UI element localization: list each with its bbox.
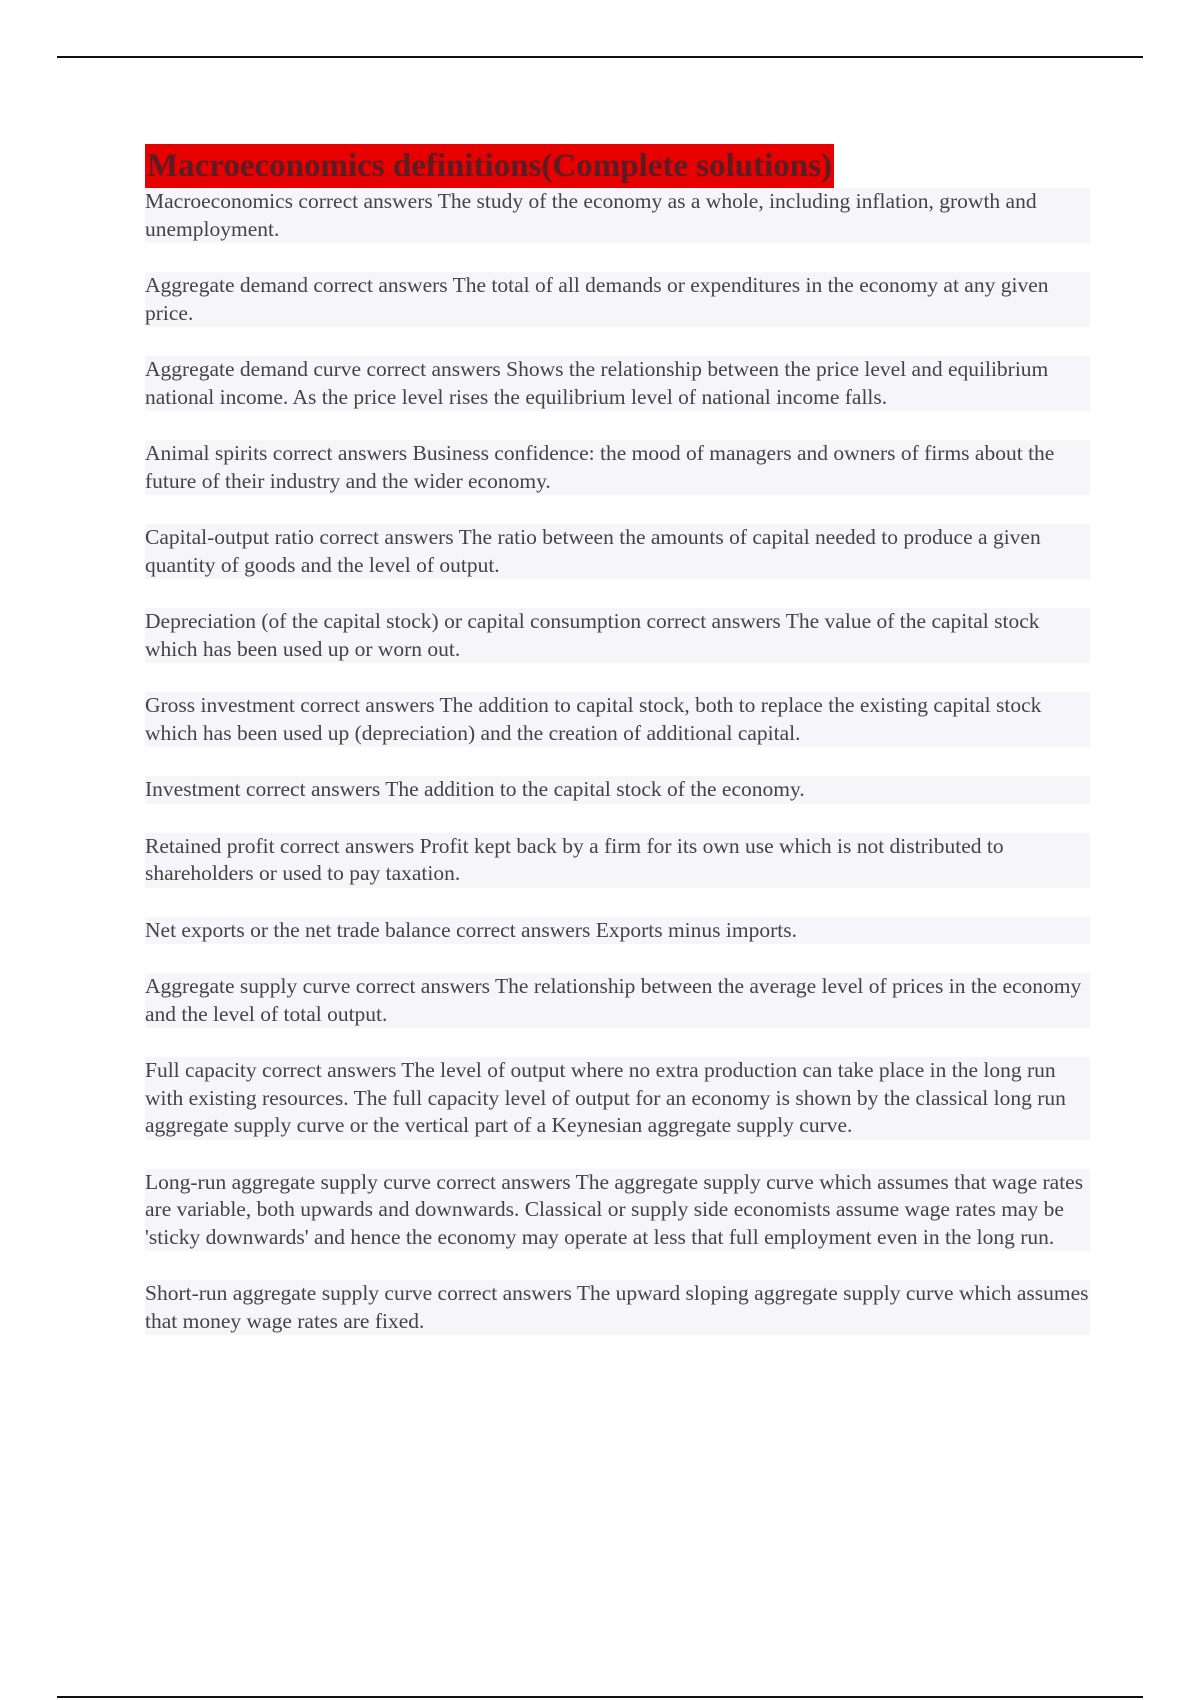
document-title: Macroeconomics definitions(Complete solutions) (145, 144, 834, 188)
document-body (145, 144, 1090, 1364)
definition-item: Long-run aggregate supply curve correct answers The aggregate supply curve which assumes that wage rates are variable, both upwards and downwards. Classical or supply side economists assume wage rates may be 'sticky downwards' and hence the economy may operate at less that full employment even in the long run. (145, 1169, 1090, 1252)
definition-item: Macroeconomics correct answers The study of the economy as a whole, including inflation, growth and unemployment. (145, 188, 1090, 243)
definition-item: Gross investment correct answers The addition to capital stock, both to replace the existing capital stock which has been used up (depreciation) and the creation of additional capital. (145, 692, 1090, 747)
definition-item: Animal spirits correct answers Business confidence: the mood of managers and owners of firms about the future of their industry and the wider economy. (145, 440, 1090, 495)
definition-item: Aggregate demand curve correct answers Shows the relationship between the price level and equilibrium national income. As the price level rises the equilibrium level of national income falls. (145, 356, 1090, 411)
page-bottom-rule (57, 1696, 1143, 1698)
page-top-rule (57, 56, 1143, 58)
definition-item: Full capacity correct answers The level of output where no extra production can take place in the long run with existing resources. The full capacity level of output for an economy is shown by the classical long run aggregate supply curve or the vertical part of a Keynesian aggregate supply curve. (145, 1057, 1090, 1140)
definition-item: Investment correct answers The addition to the capital stock of the economy. (145, 776, 1090, 804)
definition-item: Net exports or the net trade balance correct answers Exports minus imports. (145, 917, 1090, 945)
definition-item: Short-run aggregate supply curve correct answers The upward sloping aggregate supply curve which assumes that money wage rates are fixed. (145, 1280, 1090, 1335)
definitions-list (145, 188, 1090, 1335)
definition-item: Depreciation (of the capital stock) or capital consumption correct answers The value of the capital stock which has been used up or worn out. (145, 608, 1090, 663)
definition-item: Capital-output ratio correct answers The ratio between the amounts of capital needed to produce a given quantity of goods and the level of output. (145, 524, 1090, 579)
definition-item: Aggregate supply curve correct answers The relationship between the average level of prices in the economy and the level of total output. (145, 973, 1090, 1028)
definition-item: Aggregate demand correct answers The total of all demands or expenditures in the economy at any given price. (145, 272, 1090, 327)
definition-item: Retained profit correct answers Profit kept back by a firm for its own use which is not distributed to shareholders or used to pay taxation. (145, 833, 1090, 888)
